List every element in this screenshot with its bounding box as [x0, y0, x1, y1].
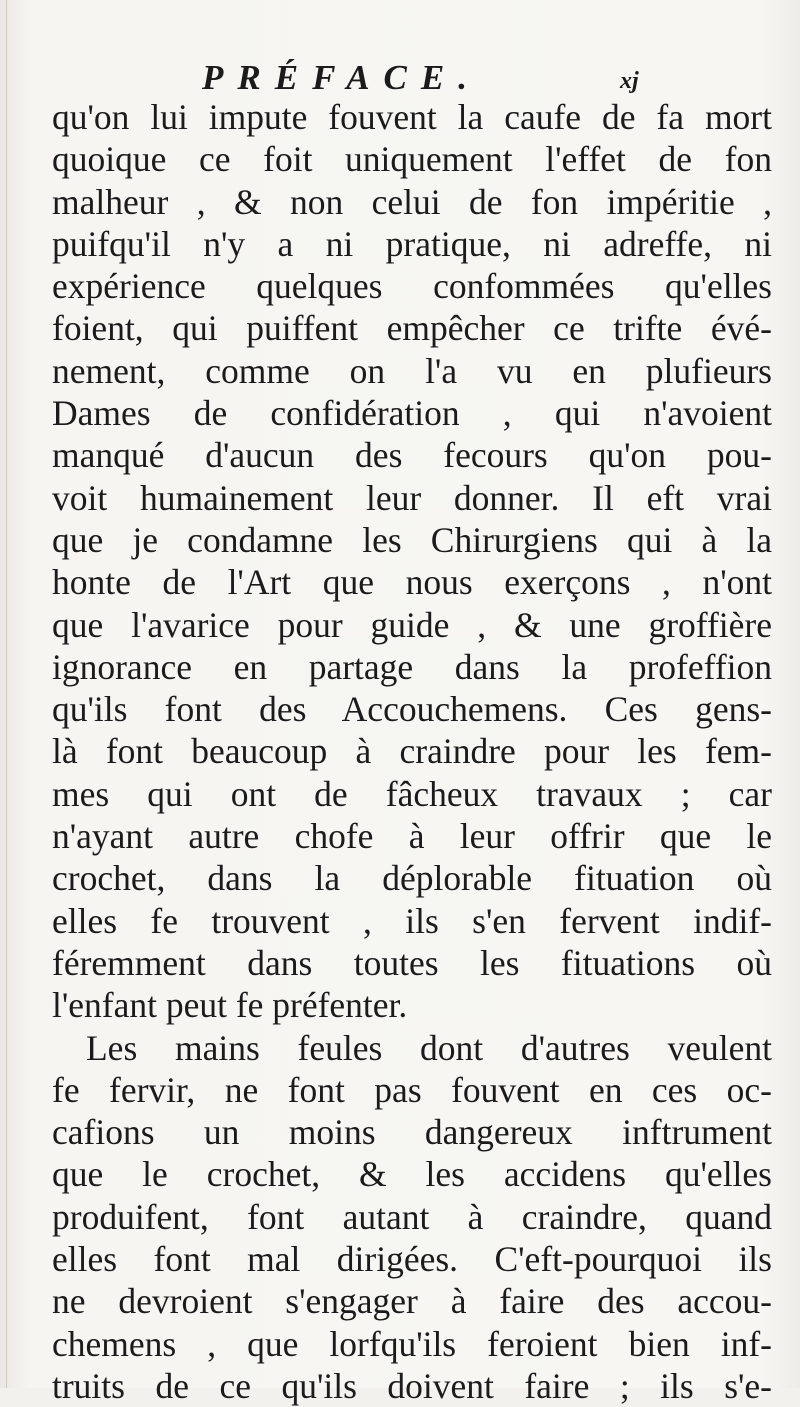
text-line: Dames de confidération , qui n'avoient — [52, 393, 772, 434]
page-edge — [6, 0, 7, 1388]
paragraph-end-line: l'enfant peut fe préfenter. — [52, 985, 408, 1026]
text-line: truits de ce qu'ils doivent faire ; ils s'e- — [52, 1365, 772, 1406]
text-line: crochet, dans la déplorable fituation où — [52, 858, 772, 899]
text-line: fe fervir, ne font pas fouvent en ces oc- — [52, 1069, 772, 1110]
text-line: que le crochet, & les accidens qu'elles — [52, 1154, 772, 1195]
text-line: ne devroient s'engager à faire des accou- — [52, 1281, 772, 1322]
text-line: honte de l'Art que nous exerçons , n'ont — [52, 562, 772, 603]
text-line: féremment dans toutes les fituations où — [52, 942, 772, 983]
text-line: expérience quelques confommées qu'elles — [52, 266, 772, 307]
text-line: n'ayant autre chofe à leur offrir que le — [52, 816, 772, 857]
text-line: manqué d'aucun des fecours qu'on pou- — [52, 435, 772, 476]
text-line: là font beaucoup à craindre pour les fem- — [52, 731, 772, 772]
text-line: que je condamne les Chirurgiens qui à la — [52, 519, 772, 560]
text-line: voit humainement leur donner. Il eft vrai — [52, 477, 772, 518]
running-title: PRÉFACE. — [202, 58, 481, 97]
text-line: mes qui ont de fâcheux travaux ; car — [52, 773, 772, 814]
text-line: ignorance en partage dans la profeffion — [52, 646, 772, 687]
text-line: produifent, font autant à craindre, quand — [52, 1196, 772, 1237]
text-line: qu'ils font des Accouchemens. Ces gens- — [52, 689, 772, 730]
text-line: puifqu'il n'y a ni pratique, ni adreffe, ni — [52, 223, 772, 264]
text-line: cafions un moins dangereux inftrument — [52, 1112, 772, 1153]
text-line: chemens , que lorfqu'ils feroient bien inf- — [52, 1323, 772, 1364]
text-line: qu'on lui impute fouvent la caufe de fa mort — [52, 97, 772, 137]
body-text — [52, 96, 772, 1407]
text-line: foient, qui puiffent empêcher ce trifte évé- — [52, 308, 772, 349]
paragraph-start-line: Les mains feules dont d'autres veulent — [86, 1027, 772, 1068]
page-number: xj — [620, 68, 639, 94]
text-line: nement, comme on l'a vu en plufieurs — [52, 350, 772, 391]
text-line: elles fe trouvent , ils s'en fervent indif- — [52, 900, 772, 941]
text-line: malheur , & non celui de fon impéritie , — [52, 181, 772, 222]
text-line: que l'avarice pour guide , & une groffière — [52, 604, 772, 645]
text-line: elles font mal dirigées. C'eft-pourquoi ils — [52, 1239, 772, 1280]
text-line: quoique ce foit uniquement l'effet de fon — [52, 139, 772, 180]
